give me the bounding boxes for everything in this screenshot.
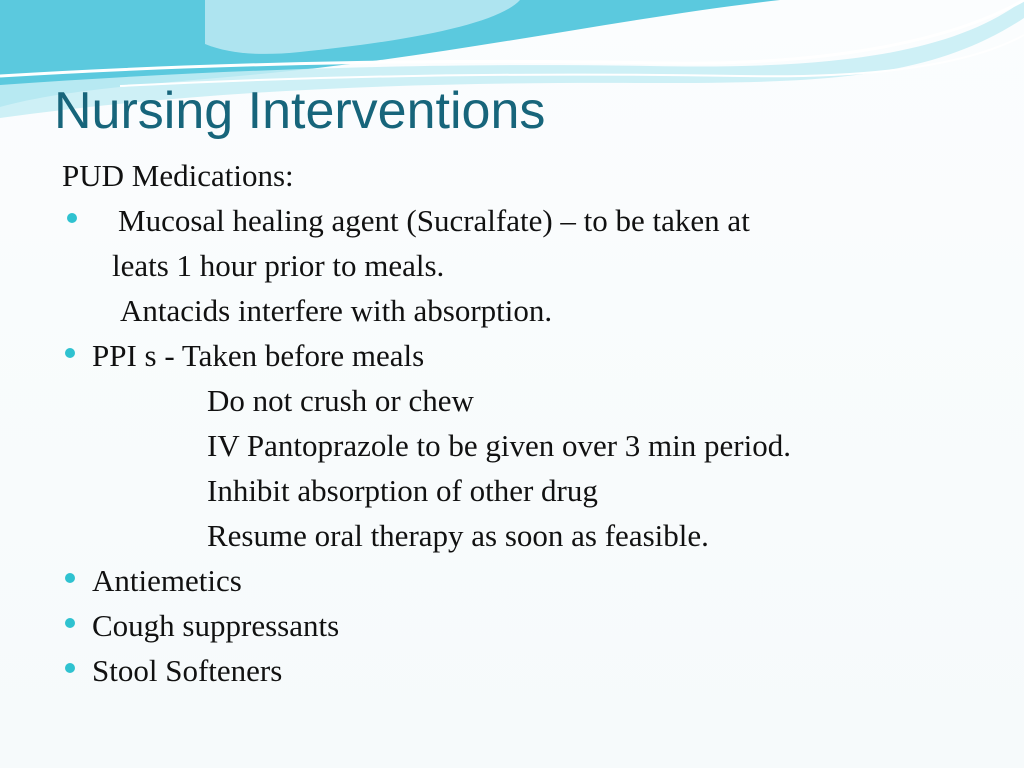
bullet-text-ppi: PPI s - Taken before meals xyxy=(92,338,425,373)
bullet-text-antiemetics: Antiemetics xyxy=(92,563,242,598)
bullet-dot-icon xyxy=(65,618,75,628)
bullet-dot-icon xyxy=(65,573,75,583)
bullet-dot-icon xyxy=(67,213,77,223)
bullet-continuation-mucosal-healing-agent: leats 1 hour prior to meals. xyxy=(112,248,445,283)
ppi-note-iv-pantoprazole: IV Pantoprazole to be given over 3 min period. xyxy=(207,428,791,463)
ppi-note-do-not-crush: Do not crush or chew xyxy=(207,383,474,418)
bullet-dot-icon xyxy=(65,663,75,673)
ppi-note-resume-oral-therapy: Resume oral therapy as soon as feasible. xyxy=(207,518,709,553)
note-antacids-absorption: Antacids interfere with absorption. xyxy=(120,293,553,328)
bullet-text-stool-softeners: Stool Softeners xyxy=(92,653,283,688)
slide-title: Nursing Interventions xyxy=(54,82,546,140)
bullet-dot-icon xyxy=(65,348,75,358)
bullet-text-mucosal-healing-agent: Mucosal healing agent (Sucralfate) – to be taken at xyxy=(118,203,750,238)
ppi-note-inhibit-absorption: Inhibit absorption of other drug xyxy=(207,473,598,508)
section-label: PUD Medications: xyxy=(62,158,294,193)
bullet-text-cough-suppressants: Cough suppressants xyxy=(92,608,340,643)
